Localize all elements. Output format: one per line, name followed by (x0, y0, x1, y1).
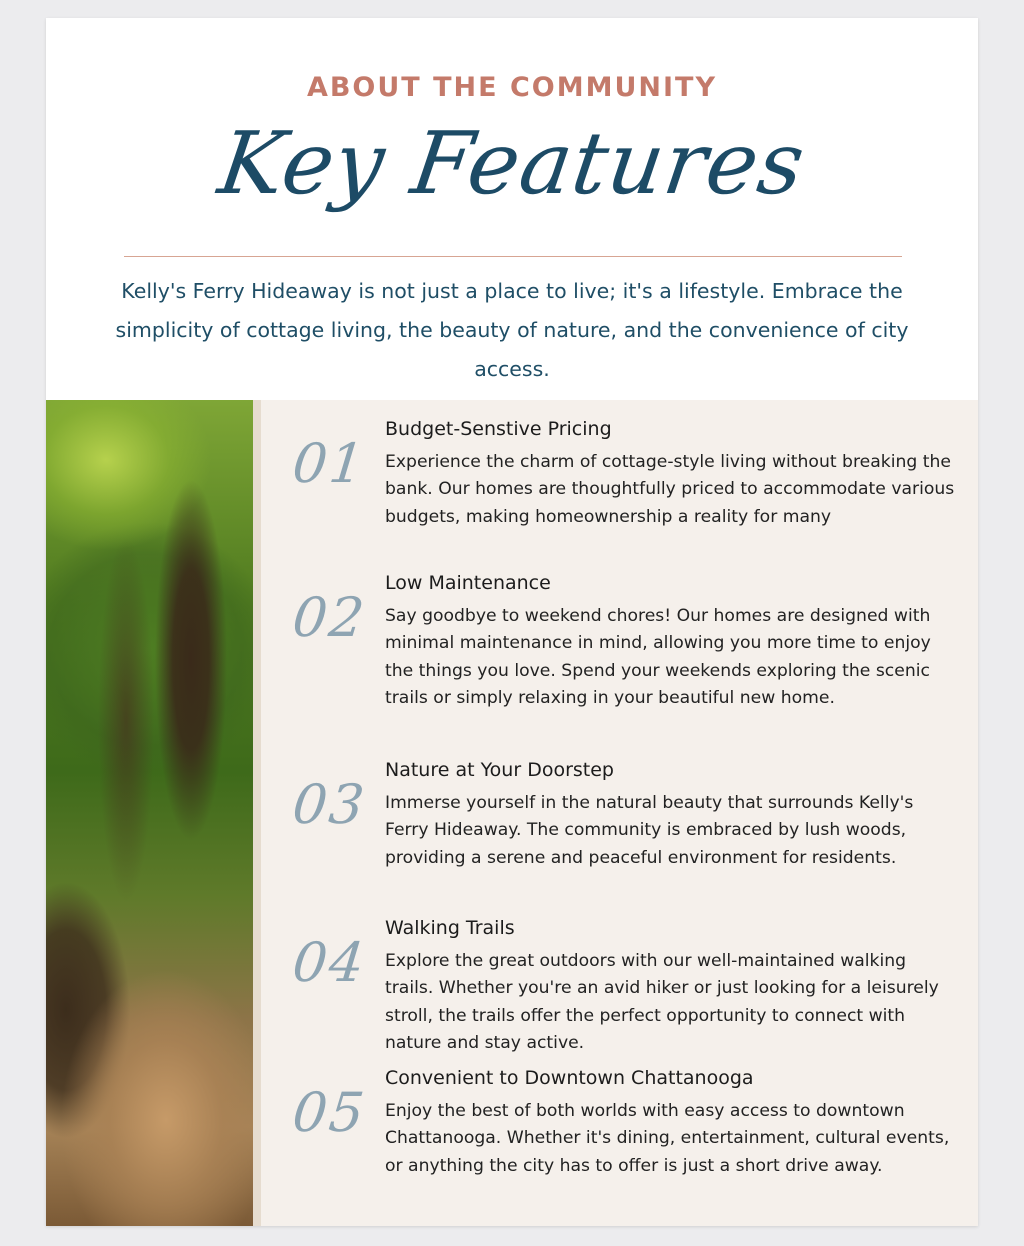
section-eyebrow: ABOUT THE COMMUNITY (306, 72, 718, 103)
feature-description: Enjoy the best of both worlds with easy access to downtown Chattanooga. Whether it's dining, entertainment, cultural events, or anything the city has to offer is just a short drive away. (385, 1101, 950, 1176)
feature-number: 03 (289, 773, 370, 836)
feature-number: 02 (289, 586, 370, 649)
feature-number: 04 (289, 931, 370, 994)
forest-trail-photo (46, 400, 253, 1226)
feature-description: Experience the charm of cottage-style living without breaking the bank. Our homes are thoughtfully priced to accommodate various budgets, making homeownership a reality for many (385, 452, 955, 527)
divider (124, 256, 902, 257)
feature-title: Budget-Senstive Pricing (385, 418, 612, 440)
page-title: Key Features (212, 114, 812, 214)
intro-text: Kelly's Ferry Hideaway is not just a place to live; it's a lifestyle. Embrace the simplicity of cottage living, the beauty of nature, and the convenience of city access. (115, 279, 909, 381)
feature-title: Walking Trails (385, 917, 515, 939)
feature-title: Convenient to Downtown Chattanooga (385, 1067, 754, 1089)
feature-description: Say goodbye to weekend chores! Our homes are designed with minimal maintenance in mind, allowing you more time to enjoy the things you love. Spend your weekends exploring the scenic trails or simply relaxing in your beautiful new home. (385, 606, 931, 709)
feature-description: Immerse yourself in the natural beauty that surrounds Kelly's Ferry Hideaway. The community is embraced by lush woods, providing a serene and peaceful environment for residents. (385, 793, 914, 868)
feature-number: 01 (289, 432, 370, 495)
feature-description: Explore the great outdoors with our well-maintained walking trails. Whether you're an avid hiker or just looking for a leisurely stroll, the trails offer the perfect opportunity to connect with nature and stay active. (385, 951, 939, 1054)
feature-number: 05 (289, 1081, 370, 1144)
feature-title: Low Maintenance (385, 572, 551, 594)
photo-border (253, 400, 261, 1226)
feature-title: Nature at Your Doorstep (385, 759, 614, 781)
